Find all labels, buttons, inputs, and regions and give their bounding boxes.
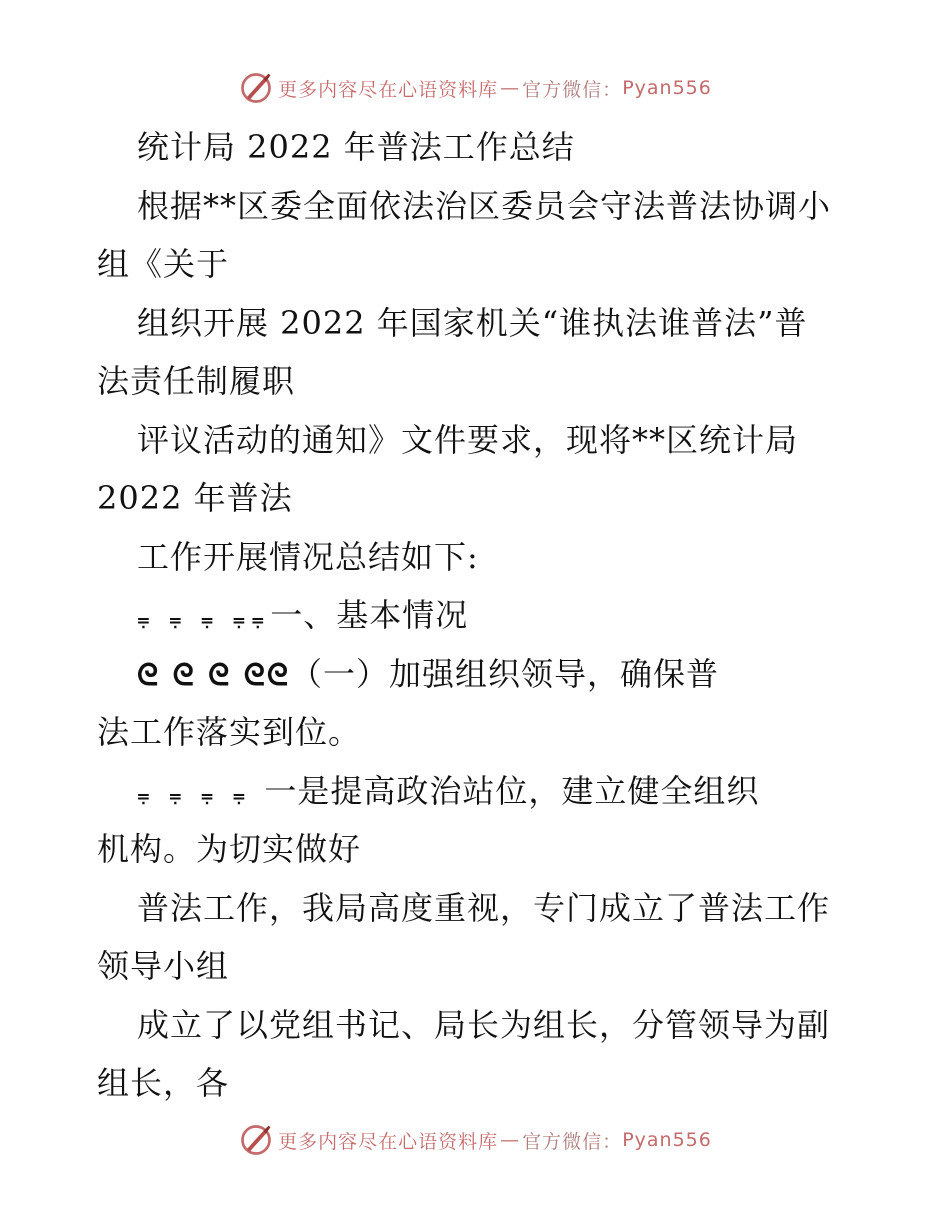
quill-logo-icon bbox=[238, 70, 274, 106]
watermark-wechat-id: Pyan556 bbox=[622, 77, 712, 99]
item-marker: ⩦ ⩦ ⩦ ⩦ bbox=[137, 782, 265, 808]
paragraph-line: 组长，各 bbox=[97, 1064, 230, 1102]
item-line bbox=[97, 762, 857, 821]
paragraph-line: 组《关于 bbox=[97, 245, 230, 283]
paragraph-line: 工作开展情况总结如下: bbox=[137, 537, 479, 576]
watermark-header bbox=[0, 70, 950, 106]
paragraph-line: 法责任制履职 bbox=[97, 362, 296, 400]
paragraph-line: 组织开展 2022 年国家机关“谁执法谁普法”普 bbox=[137, 303, 808, 342]
paragraph-line: 普法工作，我局高度重视，专门成立了普法工作 bbox=[137, 888, 831, 927]
watermark-brand: 更多内容尽在心语资料库 bbox=[278, 1130, 499, 1153]
paragraph-line: 领导小组 bbox=[97, 947, 230, 985]
item-text: 一是提高政治站位，建立健全组织 bbox=[264, 771, 760, 810]
watermark-footer bbox=[0, 1122, 950, 1158]
subsection-heading bbox=[97, 645, 857, 704]
watermark-brand: 更多内容尽在心语资料库 bbox=[278, 78, 499, 101]
watermark-separator: — bbox=[500, 1129, 521, 1151]
subsection-heading-text: （一）加强组织领导，确保普 bbox=[289, 654, 719, 693]
paragraph-line: 2022 年普法 bbox=[97, 479, 293, 517]
section-heading-text: 一、基本情况 bbox=[270, 596, 469, 634]
subsection-marker: ᘓ ᘓ ᘓ ᘓᘓ bbox=[137, 657, 290, 693]
section-heading bbox=[97, 586, 857, 645]
document-title: 统计局 2022 年普法工作总结 bbox=[137, 128, 575, 166]
paragraph-line: 成立了以党组书记、局长为组长，分管领导为副 bbox=[137, 1005, 831, 1044]
paragraph-line: 机构。为切实做好 bbox=[97, 830, 362, 868]
section-marker: ⩦ ⩦ ⩦ ⩦⩦ bbox=[137, 607, 271, 632]
paragraph-line: 评议活动的通知》文件要求，现将**区统计局 bbox=[137, 420, 799, 459]
paragraph-line: 根据**区委全面依法治区委员会守法普法协调小 bbox=[137, 186, 832, 225]
watermark-wechat-id: Pyan556 bbox=[622, 1129, 712, 1151]
watermark-label: 官方微信： bbox=[522, 1130, 623, 1153]
quill-logo-icon bbox=[238, 1122, 274, 1158]
paragraph-line: 法工作落实到位。 bbox=[97, 713, 362, 751]
watermark-label: 官方微信： bbox=[522, 78, 623, 101]
watermark-separator: — bbox=[500, 77, 521, 99]
document-body bbox=[97, 118, 857, 1113]
